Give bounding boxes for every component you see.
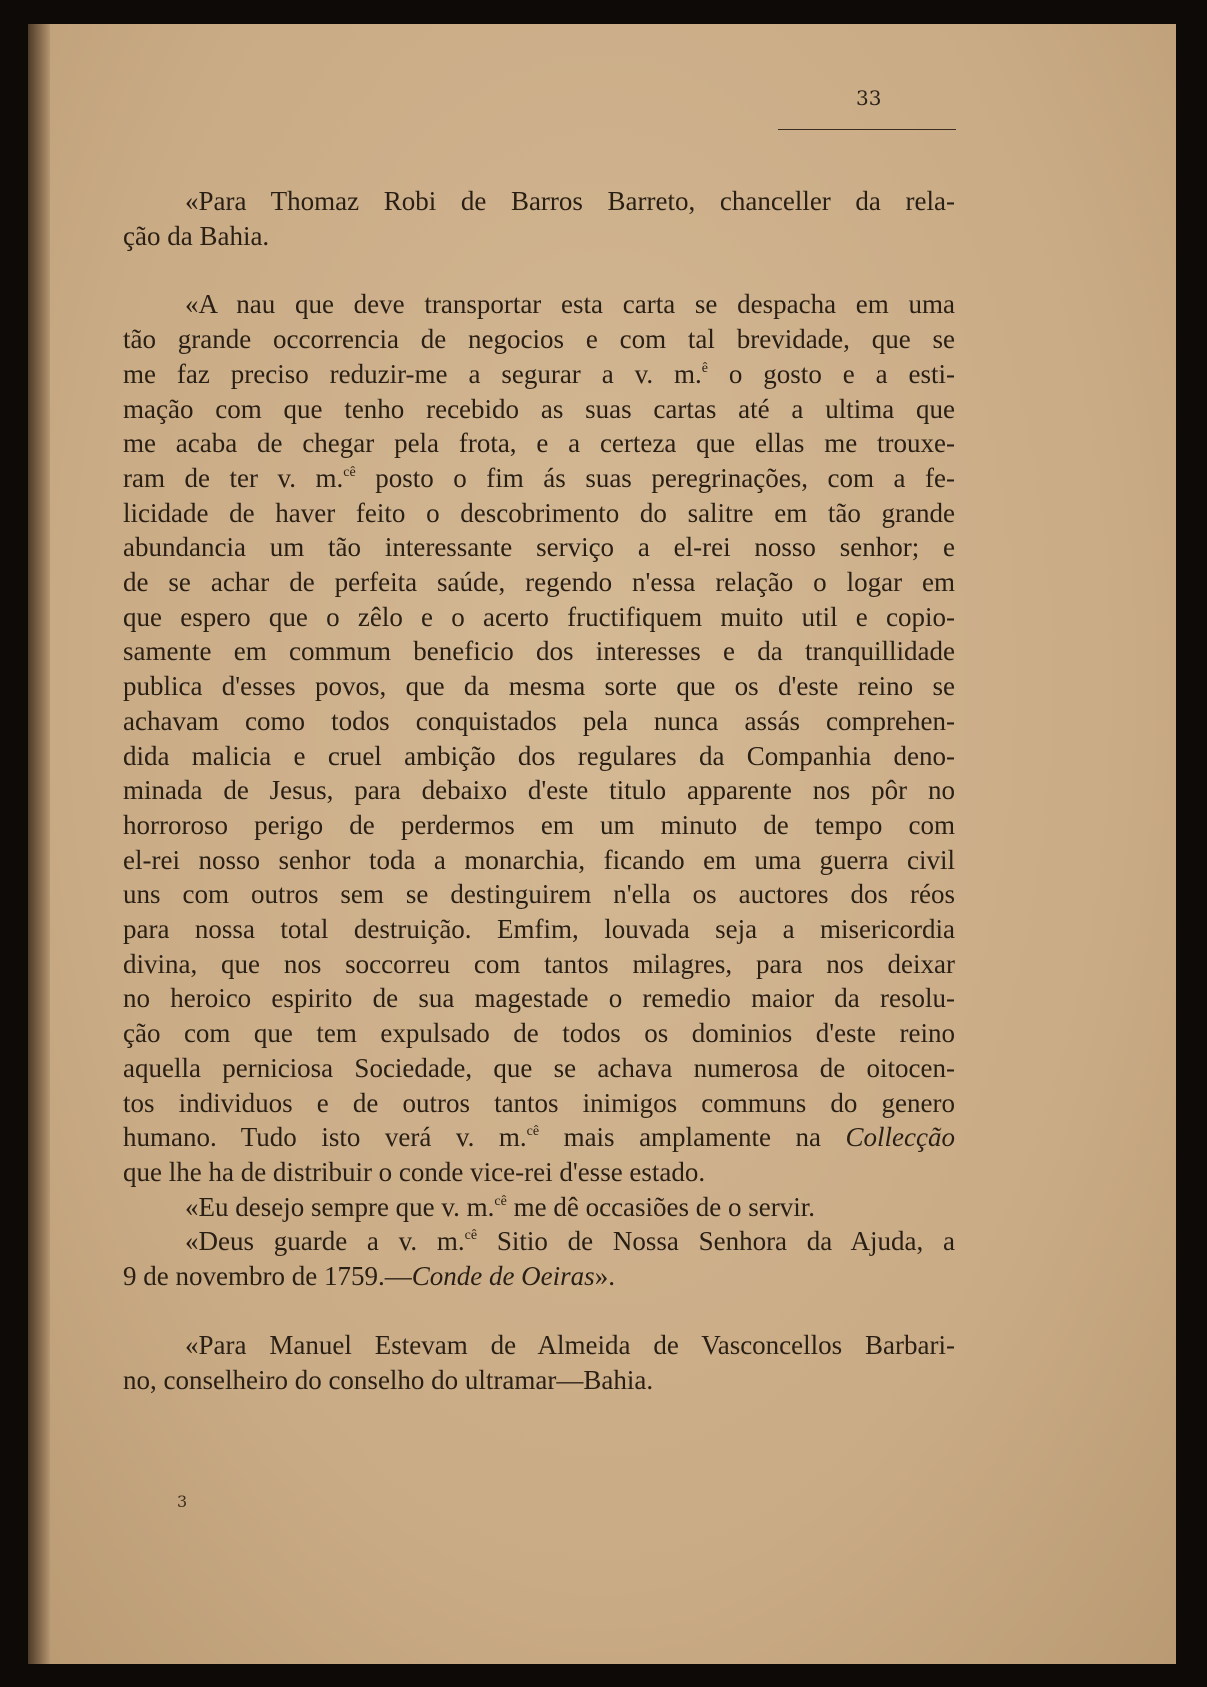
text-line: abundancia um tão interessante serviço a el-rei nosso senhor; e xyxy=(123,532,955,563)
letter-2-heading xyxy=(123,1328,955,1397)
text-line: de se achar de perfeita saúde, regendo n'essa relação o logar em xyxy=(123,567,955,598)
text-line xyxy=(123,357,955,392)
text-run: «Deus guarde a v. m. xyxy=(185,1226,465,1257)
text-run: posto o fim ás suas peregrinações, com a fe- xyxy=(355,462,956,493)
text-run: ram de ter v. m. xyxy=(123,462,344,493)
text-run: mais amplamente na xyxy=(539,1122,846,1153)
superscript-abbrev: cê xyxy=(464,1228,478,1244)
page-text xyxy=(123,184,955,1397)
text-line: tão grande occorrencia de negocios e com tal brevidade, que se xyxy=(123,324,955,355)
text-line: no heroico espirito de sua magestade o remedio maior da resolu- xyxy=(123,983,955,1014)
text-run: ». xyxy=(594,1261,615,1292)
text-line: «Para Thomaz Robi de Barros Barreto, chanceller da rela- xyxy=(185,186,955,216)
text-run: humano. Tudo isto verá v. m. xyxy=(123,1122,527,1153)
superscript-abbrev: cê xyxy=(494,1193,507,1209)
text-line: divina, que nos soccorreu com tantos milagres, para nos deixar xyxy=(123,948,955,979)
text-line: aquella perniciosa Sociedade, que se achava numerosa de oitocen- xyxy=(123,1052,955,1083)
text-line: el-rei nosso senhor toda a monarchia, ficando em uma guerra civil xyxy=(123,844,955,875)
text-line: licidade de haver feito o descobrimento do salitre em tão grande xyxy=(123,497,955,528)
text-line: tos individuos e de outros tantos inimigos communs do genero xyxy=(123,1087,955,1118)
letter-1-heading xyxy=(123,184,955,253)
text-line: samente em commum beneficio dos interesses e da tranquillidade xyxy=(123,636,955,667)
text-line: «Para Manuel Estevam de Almeida de Vasconcellos Barbari- xyxy=(185,1329,955,1360)
text-run: Sitio de Nossa Senhora da Ajuda, a xyxy=(477,1226,955,1257)
text-line xyxy=(123,1120,955,1155)
superscript-abbrev: cê xyxy=(343,464,356,480)
letter-1-closing-1 xyxy=(123,1190,955,1225)
signature: Conde de Oeiras xyxy=(411,1261,595,1292)
text-line: minada de Jesus, para debaixo d'este titulo apparente nos pôr no xyxy=(123,775,955,806)
text-line: uns com outros sem se destinguirem n'ella os auctores dos réos xyxy=(123,879,955,910)
page-number: 33 xyxy=(856,86,882,110)
text-run: 9 de novembro de 1759.— xyxy=(123,1261,412,1292)
text-line: dida malicia e cruel ambição dos regulares da Companhia deno- xyxy=(123,740,955,771)
text-line: no, conselheiro do conselho do ultramar—Bahia. xyxy=(123,1364,654,1395)
text-line: que espero que o zêlo e o acerto fructifiquem muito util e copio- xyxy=(123,601,955,632)
header-rule xyxy=(778,129,956,130)
superscript-abbrev: ê xyxy=(701,360,708,376)
text-run: me faz preciso reduzir-me a segurar a v. m. xyxy=(123,358,702,389)
text-line: «A nau que deve transportar esta carta se despacha em uma xyxy=(185,289,955,320)
text-line: achavam como todos conquistados pela nunca assás comprehen- xyxy=(123,705,955,736)
text-line: ção com que tem expulsado de todos os dominios d'este reino xyxy=(123,1018,955,1049)
text-line: para nossa total destruição. Emfim, louvada seja a misericordia xyxy=(123,914,955,945)
text-line: horroroso perigo de perdermos em um minuto de tempo com xyxy=(123,809,955,840)
book-spine xyxy=(28,24,50,1664)
text-run: o gosto e a esti- xyxy=(707,358,955,389)
letter-1-body xyxy=(123,287,955,1189)
text-line xyxy=(123,1259,955,1294)
text-line: que lhe ha de distribuir o conde vice-rei d'esse estado. xyxy=(123,1156,706,1187)
text-line xyxy=(123,461,955,496)
text-run: «Eu desejo sempre que v. m. xyxy=(185,1191,495,1222)
signature-mark: 3 xyxy=(177,1492,188,1511)
letter-1-closing-2 xyxy=(123,1224,955,1293)
superscript-abbrev: cê xyxy=(526,1124,540,1140)
text-line: me acaba de chegar pela frota, e a certeza que ellas me trouxe- xyxy=(123,428,955,459)
text-line xyxy=(123,1190,955,1225)
text-line xyxy=(123,1224,955,1259)
italic-title: Collecção xyxy=(845,1122,956,1153)
text-line: ção da Bahia. xyxy=(123,220,270,251)
text-line: publica d'esses povos, que da mesma sorte que os d'este reino se xyxy=(123,671,955,702)
text-line: mação com que tenho recebido as suas cartas até a ultima que xyxy=(123,393,955,424)
text-run: me dê occasiões de o servir. xyxy=(506,1191,815,1222)
book-page xyxy=(28,24,1176,1664)
